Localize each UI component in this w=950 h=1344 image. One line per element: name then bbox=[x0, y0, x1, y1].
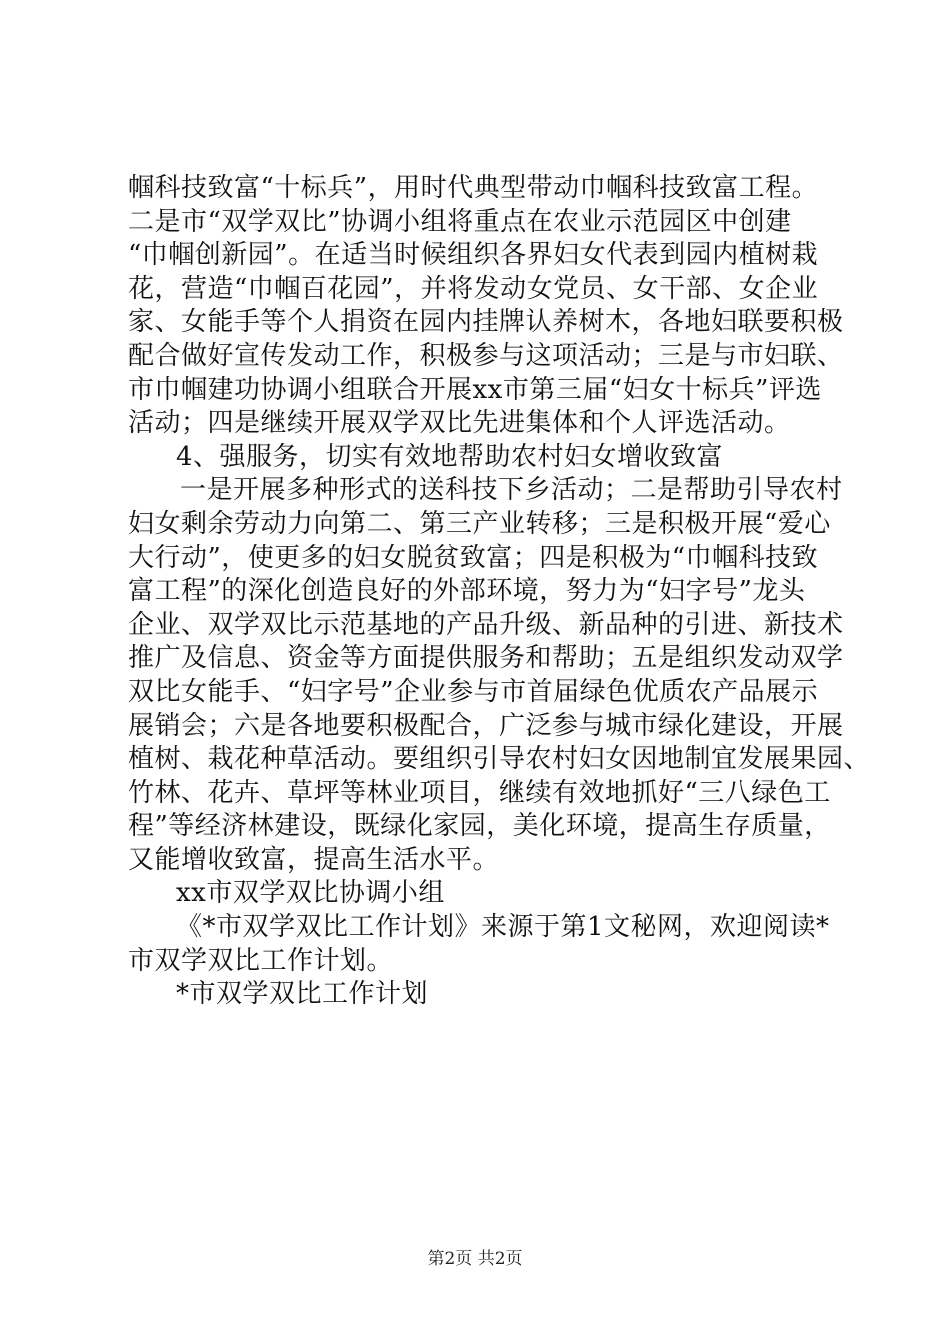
text-line: 妇女剩余劳动力向第二、第三产业转移；三是积极开展“爱心 bbox=[128, 508, 831, 539]
document-body bbox=[128, 172, 871, 1012]
document-title-repeat: *市双学双比工作计划 bbox=[176, 979, 429, 1010]
text-line: 活动；四是继续开展双学双比先进集体和个人评选活动。 bbox=[128, 408, 791, 439]
text-line: 企业、双学双比示范基地的产品升级、新品种的引进、新技术 bbox=[128, 609, 844, 640]
text-line: “巾帼创新园”。在适当时候组织各界妇女代表到园内植树栽 bbox=[128, 240, 819, 271]
text-line: 配合做好宣传发动工作，积极参与这项活动；三是与市妇联、 bbox=[128, 340, 844, 371]
page-number-footer: 第2页 共2页 bbox=[427, 1249, 523, 1269]
signature-line: xx市双学双比协调小组 bbox=[176, 878, 445, 909]
text-line: 又能增收致富，提高生活水平。 bbox=[128, 844, 500, 875]
source-note: 《*市双学双比工作计划》来源于第1文秘网，欢迎阅读* bbox=[176, 912, 830, 943]
text-line: 花，营造“巾帼百花园”，并将发动女党员、女干部、女企业 bbox=[128, 273, 819, 304]
text-line: 展销会；六是各地要积极配合，广泛参与城市绿化建设，开展 bbox=[128, 710, 844, 741]
text-line: 双比女能手、“妇字号”企业参与市首届绿色优质农产品展示 bbox=[128, 676, 819, 707]
text-line: 帼科技致富“十标兵”，用时代典型带动巾帼科技致富工程。 bbox=[128, 173, 819, 203]
text-line: 竹林、花卉、草坪等林业项目，继续有效地抓好“三八绿色工 bbox=[128, 777, 831, 808]
text-line: 家、女能手等个人捐资在园内挂牌认养树木，各地妇联要积极 bbox=[128, 307, 844, 338]
text-line: 植树、栽花种草活动。要组织引导农村妇女因地制宜发展果园、 bbox=[128, 744, 871, 775]
text-line: 二是市“双学双比”协调小组将重点在农业示范园区中创建 bbox=[128, 206, 792, 237]
text-line: 一是开展多种形式的送科技下乡活动；二是帮助引导农村 bbox=[180, 475, 843, 506]
text-line: 市巾帼建功协调小组联合开展xx市第三届“妇女十标兵”评选 bbox=[128, 374, 822, 405]
text-line: 推广及信息、资金等方面提供服务和帮助；五是组织发动双学 bbox=[128, 643, 844, 674]
source-note-continuation: 市双学双比工作计划。 bbox=[128, 945, 394, 976]
text-line: 富工程”的深化创造良好的外部环境，努力为“妇字号”龙头 bbox=[128, 576, 806, 607]
text-line: 程”等经济林建设，既绿化家园，美化环境，提高生存质量， bbox=[128, 811, 831, 842]
section-heading: 4、强服务，切实有效地帮助农村妇女增收致富 bbox=[176, 441, 724, 472]
text-line: 大行动”，使更多的妇女脱贫致富；四是积极为“巾帼科技致 bbox=[128, 542, 819, 573]
